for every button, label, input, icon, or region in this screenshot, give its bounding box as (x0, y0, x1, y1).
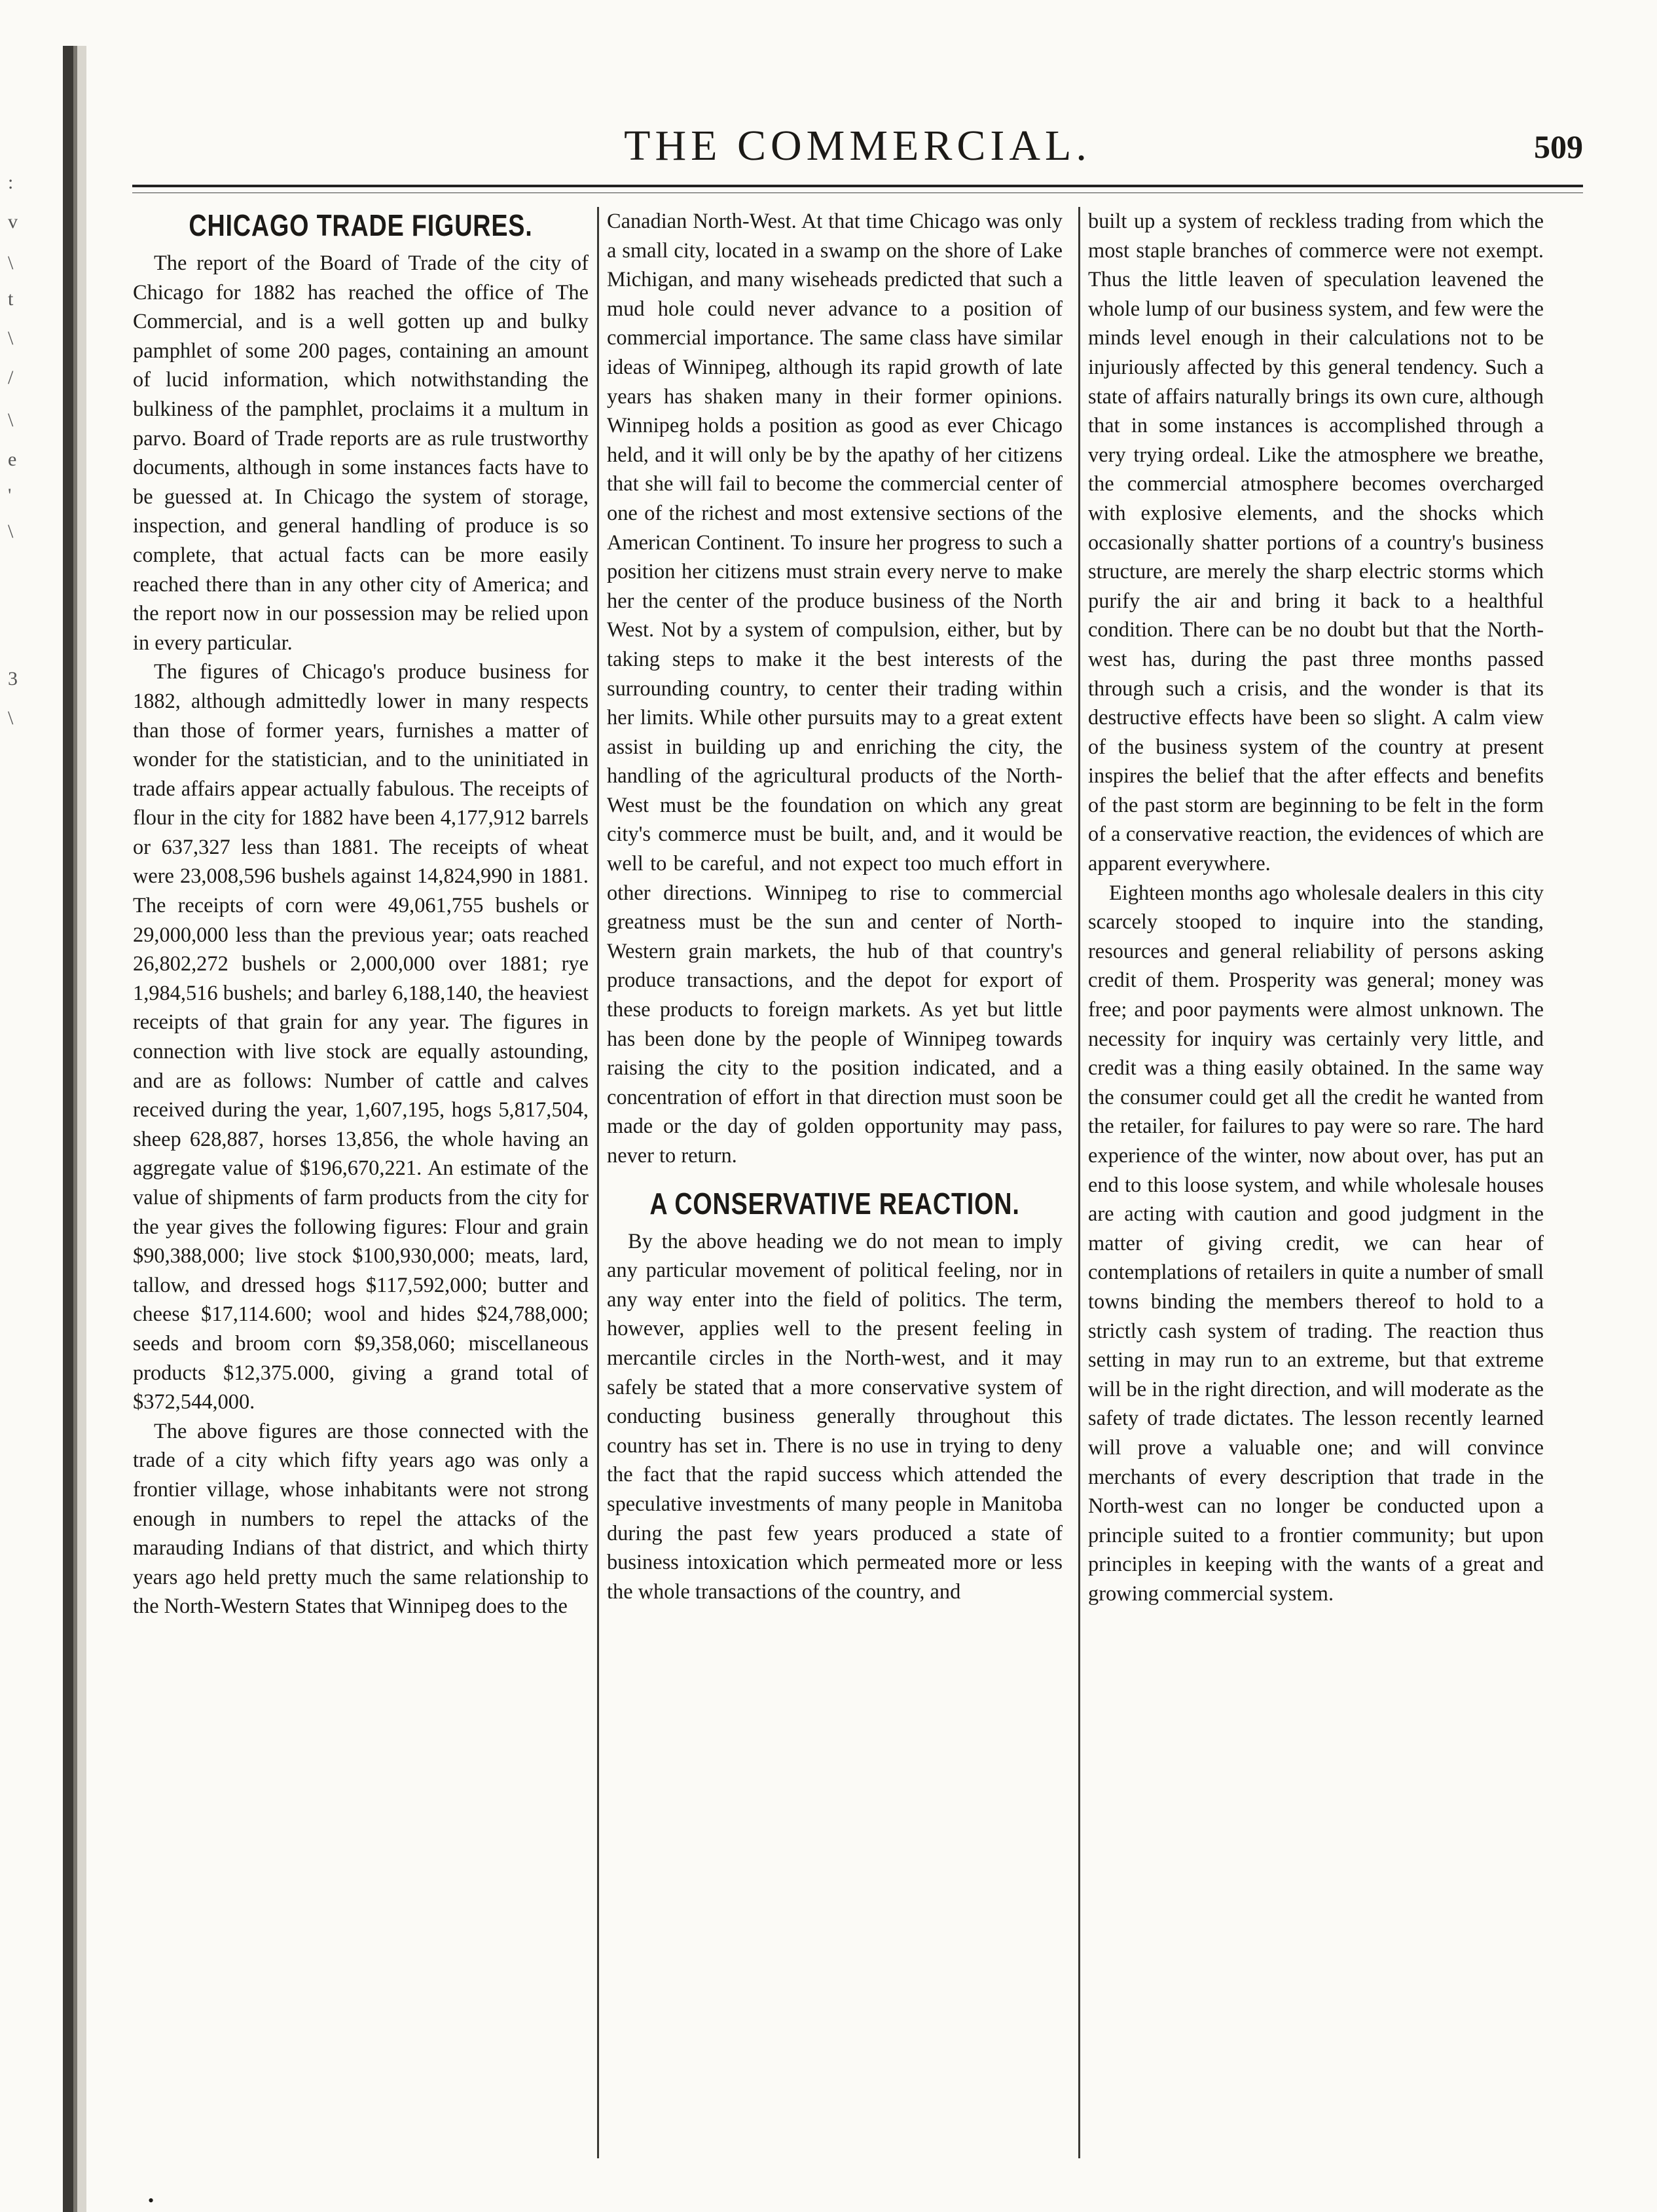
edge-mark: : (8, 172, 14, 193)
article-heading-chicago: CHICAGO TRADE FIGURES. (189, 208, 533, 242)
paragraph: The report of the Board of Trade of the city of Chicago for 1882 has reached the office of The Commercial, and is a well gotten up and bulky pamphlet of some 200 pages, containing an amount of lucid information, which notwithstanding the bulkiness of the pamphlet, proclaims it a multum in parvo. Board of Trade reports are as rule trustworthy documents, although in some instances facts have to be guessed at. In Chicago the system of storage, inspection, and general handling of produce is so complete, that actual facts can be more easily reached there than in any other city of America; and the report now in our possession may be relied upon in every particular. (133, 251, 589, 655)
paragraph: By the above heading we do not mean to imply any particular movement of political feeling, nor in any way enter into the field of politics. The term, however, applies well to the present feeling in mercantile circles in the North-west, and it may safely be stated that a more conservative system of conducting business generally throughout this country has set in. There is no use in trying to deny the fact that the rapid success which attended the speculative investments of many people in Manitoba during the past few years produced a state of business intoxication which permeated more or less the whole transactions of the country, and (607, 1229, 1063, 1604)
column-rule (1078, 207, 1080, 2158)
running-title: THE COMMERCIAL. (624, 122, 1091, 170)
page-number: 509 (1534, 128, 1583, 165)
edge-mark: \ (8, 521, 14, 542)
column-2 (607, 207, 1063, 2158)
head-rule (132, 185, 1583, 193)
edge-mark: e (8, 449, 17, 470)
running-head (132, 121, 1583, 180)
edge-mark: 3 (8, 668, 18, 690)
continued-paragraph: Canadian North-West. At that time Chicago was only a small city, located in a swamp on the shore of Lake Michigan, and many wiseheads predicted that such a mud hole could never advance to a position of commercial importance. The same class have similar ideas of Winnipeg, although its rapid growth of late years has shaken many in their former opinions. Winnipeg holds a position as good as ever Chicago held, and it will only be by the apathy of her citizens that she will fail to become the commercial center of one of the richest and most extensive sections of the American Continent. To insure her progress to such a position her citizens must strain every nerve to make her the center of the produce business of the North West. Not by a system of compulsion, either, but by taking steps to make it the best interests of the surrounding country, to center their trading within her limits. While other pursuits may to a great extent assist in building up and enriching the city, the handling of the agricultural products of the North-West must be the foundation on which any great city's commerce must be built, and, and it would be well to be careful, and not expect too much effort in other directions. Winnipeg to rise to commercial greatness must be the sun and center of North-Western grain markets, the hub of that country's produce transactions, and the depot for export of these products to foreign markets. As yet but little has been done by the people of Winnipeg towards raising the city to the position indicated, and a concentration of effort in that direction must soon be made or the day of golden opportunity may pass, never to return. (607, 210, 1063, 1168)
edge-mark: t (8, 288, 14, 310)
edge-mark: \ (8, 327, 14, 349)
print-speck: • (148, 2191, 155, 2210)
edge-mark: ' (8, 485, 12, 506)
article-heading-reaction: A CONSERVATIVE REACTION. (649, 1186, 1020, 1221)
column-1 (133, 207, 589, 2158)
edge-mark: / (8, 367, 14, 388)
edge-mark: \ (8, 409, 14, 431)
column-3 (1088, 207, 1544, 2158)
continued-paragraph: built up a system of reckless trading from which the most staple branches of commerce were not exempt. Thus the little leaven of speculation leavened the whole lump of our business system, and few were the minds level enough in their calculations not to be injuriously affected by this general tendency. Such a state of affairs naturally brings its own cure, although that in some instances is accomplished through a very trying ordeal. Like the atmosphere we breathe, the commercial atmosphere becomes overcharged with explosive elements, and the shocks which occasionally shatter portions of a country's business structure, are merely the sharp electric storms which purify the air and bring it back to a healthful condition. There can be no doubt but that the North-west has, during the past three months passed through such a crisis, and the wonder is that its destructive effects have been so slight. A calm view of the business system of the country at present inspires the belief that the after effects and benefits of the past storm are beginning to be felt in the form of a conservative reaction, the evidences of which are apparent everywhere. (1088, 210, 1544, 876)
paragraph: The above figures are those connected with the trade of a city which fifty years ago was only a frontier village, whose inhabitants were not strong enough in numbers to repel the attacks of the marauding Indians of that district, and which thirty years ago held pretty much the same relationship to the North-Western States that Winnipeg does to the (133, 1419, 589, 1619)
edge-mark: v (8, 211, 18, 232)
column-rule (597, 207, 599, 2158)
paragraph: Eighteen months ago wholesale dealers in this city scarcely stooped to inquire into the standing, resources and general reliability of persons asking credit of them. Prosperity was general; money was free; and poor payments were almost unknown. The necessity for inquiry was certainly very little, and credit was a thing easily obtained. In the same way the consumer could get all the credit he wanted from the retailer, for failures to pay were so rare. The hard experience of the winter, now about over, has put an end to this loose system, and while wholesale houses are acting with caution and good judgment in the matter of giving credit, we can hear of contemplations of retailers in quite a number of small towns binding the members thereof to hold to a strictly cash system of trading. The reaction thus setting in may run to an extreme, but that extreme will be in the right direction, and will moderate as the safety of trade dictates. The lesson recently learned will prove a valuable one; and will convince merchants of every description that trade in the North-west can no longer be conducted upon a principle suited to a frontier community; but upon principles in keeping with the wants of a great and growing commercial system. (1088, 881, 1544, 1606)
paragraph: The figures of Chicago's produce business for 1882, although admittedly lower in many respects than those of former years, furnishes a matter of wonder for the statistician, and to the uninitiated in trade affairs appear actually fabulous. The receipts of flour in the city for 1882 have been 4,177,912 barrels or 637,327 less than 1881. The receipts of wheat were 23,008,596 bushels against 14,824,990 in 1881. The receipts of corn were 49,061,755 bushels or 29,000,000 less than the previous year; oats reached 26,802,272 bushels or 2,000,000 over 1881; rye 1,984,516 bushels; and barley 6,188,140, the heaviest receipts of that grain for any year. The figures in connection with live stock are equally astounding, and are as follows: Number of cattle and calves received during the year, 1,607,195, hogs 5,817,504, sheep 628,887, horses 13,856, the whole having an aggregate value of $196,670,221. An estimate of the value of shipments of farm products from the city for the year gives the following figures: Flour and grain $90,388,000; live stock $100,930,000; meats, lard, tallow, and dressed hogs $117,592,000; butter and cheese $17,114.600; wool and hides $24,788,000; seeds and broom corn $9,358,060; miscellaneous products $12,375.000, giving a grand total of $372,544,000. (133, 660, 589, 1414)
edge-mark: \ (8, 252, 14, 274)
edge-mark: \ (8, 707, 14, 729)
